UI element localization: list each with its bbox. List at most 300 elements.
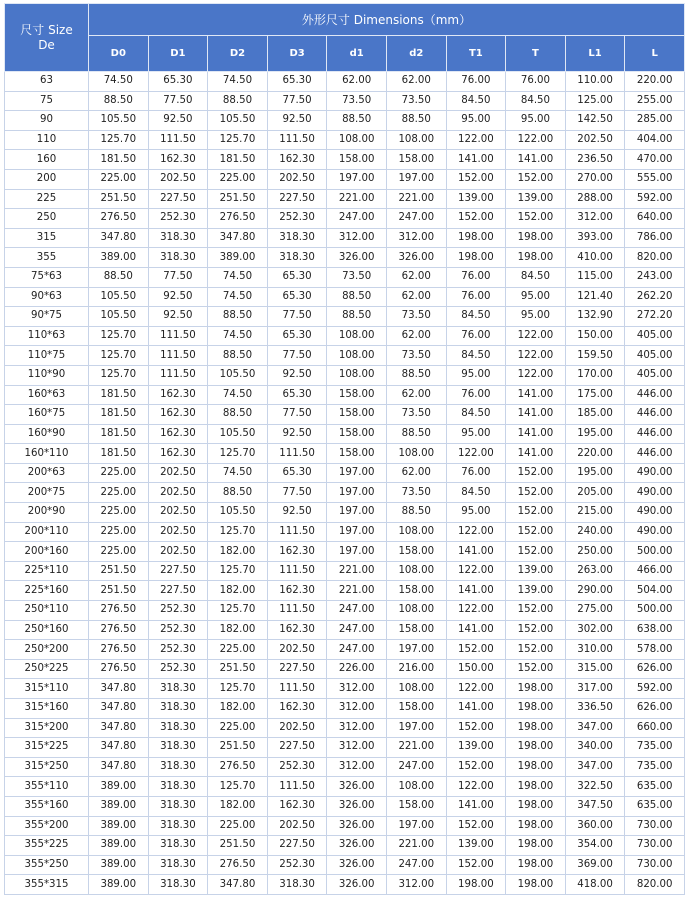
table-row — [5, 718, 685, 738]
dimension-cell: 152.00 — [446, 855, 506, 875]
dimension-cell: 77.50 — [267, 483, 327, 503]
table-row — [5, 111, 685, 131]
dimension-cell: 252.30 — [148, 209, 208, 229]
dimension-cell: 141.00 — [506, 405, 566, 425]
dimension-cell: 326.00 — [327, 777, 387, 797]
dimension-cell: 243.00 — [625, 267, 685, 287]
dimension-cell: 252.30 — [148, 620, 208, 640]
dimension-cell: 195.00 — [565, 463, 625, 483]
dimension-cell: 162.30 — [148, 385, 208, 405]
dimension-cell: 152.00 — [506, 522, 566, 542]
dimension-cell: 182.00 — [208, 581, 268, 601]
column-header: D1 — [148, 36, 208, 72]
dimension-cell: 88.50 — [208, 346, 268, 366]
table-row — [5, 542, 685, 562]
dimension-cell: 65.30 — [267, 287, 327, 307]
dimension-cell: 181.50 — [208, 150, 268, 170]
dimension-cell: 158.00 — [327, 444, 387, 464]
dimension-cell: 490.00 — [625, 483, 685, 503]
dimension-cell: 312.00 — [327, 718, 387, 738]
size-cell: 63 — [5, 72, 89, 92]
table-row — [5, 346, 685, 366]
dimension-cell: 347.00 — [565, 757, 625, 777]
dimension-cell: 635.00 — [625, 777, 685, 797]
dimension-cell: 158.00 — [327, 150, 387, 170]
dimension-cell: 221.00 — [327, 581, 387, 601]
dimension-cell: 65.30 — [148, 72, 208, 92]
dimension-cell: 108.00 — [327, 365, 387, 385]
dimension-cell: 77.50 — [267, 91, 327, 111]
dimension-cell: 162.30 — [267, 581, 327, 601]
dimension-cell: 198.00 — [446, 248, 506, 268]
dimension-cell: 108.00 — [386, 679, 446, 699]
dimension-cell: 88.50 — [327, 307, 387, 327]
size-cell: 250*160 — [5, 620, 89, 640]
dimension-cell: 142.50 — [565, 111, 625, 131]
dimension-cell: 88.50 — [208, 307, 268, 327]
table-row — [5, 561, 685, 581]
dimension-cell: 111.50 — [148, 130, 208, 150]
dimension-cell: 276.50 — [208, 757, 268, 777]
dimension-cell: 318.30 — [267, 248, 327, 268]
size-cell: 250*225 — [5, 659, 89, 679]
size-cell: 225*110 — [5, 561, 89, 581]
column-header: D0 — [89, 36, 149, 72]
dimension-cell: 369.00 — [565, 855, 625, 875]
table-row — [5, 483, 685, 503]
dimension-cell: 202.50 — [267, 816, 327, 836]
size-cell: 75 — [5, 91, 89, 111]
dimension-cell: 88.50 — [89, 91, 149, 111]
size-cell: 250*200 — [5, 640, 89, 660]
dimension-cell: 312.00 — [327, 679, 387, 699]
dimension-cell: 198.00 — [506, 718, 566, 738]
size-cell: 110*63 — [5, 326, 89, 346]
dimension-cell: 74.50 — [208, 72, 268, 92]
table-row — [5, 757, 685, 777]
dimension-cell: 347.80 — [208, 875, 268, 895]
dimension-cell: 322.50 — [565, 777, 625, 797]
dimension-cell: 111.50 — [267, 679, 327, 699]
dimension-cell: 347.80 — [89, 699, 149, 719]
dimension-cell: 175.00 — [565, 385, 625, 405]
dimension-cell: 404.00 — [625, 130, 685, 150]
dimension-cell: 84.50 — [446, 346, 506, 366]
dimension-cell: 122.00 — [446, 561, 506, 581]
dimension-cell: 312.00 — [386, 875, 446, 895]
size-cell: 90*63 — [5, 287, 89, 307]
dimension-cell: 347.80 — [208, 228, 268, 248]
table-row — [5, 659, 685, 679]
dimension-cell: 122.00 — [506, 365, 566, 385]
dimension-cell: 202.50 — [148, 503, 208, 523]
dimension-cell: 182.00 — [208, 620, 268, 640]
dimension-cell: 84.50 — [446, 307, 506, 327]
dimension-cell: 405.00 — [625, 346, 685, 366]
dimension-cell: 312.00 — [386, 228, 446, 248]
column-header: T1 — [446, 36, 506, 72]
dimension-cell: 504.00 — [625, 581, 685, 601]
dimension-cell: 227.50 — [267, 836, 327, 856]
dimension-cell: 326.00 — [327, 796, 387, 816]
table-row — [5, 816, 685, 836]
dimension-cell: 115.00 — [565, 267, 625, 287]
dimension-cell: 247.00 — [327, 601, 387, 621]
dimension-cell: 326.00 — [327, 855, 387, 875]
dimension-cell: 111.50 — [148, 365, 208, 385]
dimension-cell: 276.50 — [89, 659, 149, 679]
table-row — [5, 130, 685, 150]
size-column-header — [5, 4, 89, 72]
dimension-cell: 139.00 — [446, 189, 506, 209]
size-cell: 200*110 — [5, 522, 89, 542]
size-label-line2: De — [38, 37, 55, 52]
dimension-cell: 310.00 — [565, 640, 625, 660]
dimension-cell: 88.50 — [386, 503, 446, 523]
dimension-cell: 446.00 — [625, 385, 685, 405]
dimension-cell: 197.00 — [327, 503, 387, 523]
dimension-cell: 389.00 — [89, 796, 149, 816]
dimension-cell: 150.00 — [565, 326, 625, 346]
dimension-cell: 122.00 — [446, 679, 506, 699]
column-header: D2 — [208, 36, 268, 72]
dimension-cell: 446.00 — [625, 444, 685, 464]
table-row — [5, 503, 685, 523]
size-cell: 355*250 — [5, 855, 89, 875]
dimension-cell: 73.50 — [327, 267, 387, 287]
dimension-cell: 84.50 — [446, 483, 506, 503]
dimension-cell: 152.00 — [506, 659, 566, 679]
dimension-cell: 76.00 — [446, 385, 506, 405]
dimension-cell: 820.00 — [625, 875, 685, 895]
table-row — [5, 405, 685, 425]
dimension-cell: 198.00 — [506, 757, 566, 777]
dimension-cell: 198.00 — [506, 875, 566, 895]
size-cell: 160 — [5, 150, 89, 170]
dimension-cell: 73.50 — [386, 307, 446, 327]
dimension-cell: 95.00 — [446, 365, 506, 385]
dimension-cell: 108.00 — [386, 522, 446, 542]
dimension-cell: 108.00 — [386, 561, 446, 581]
size-cell: 315*110 — [5, 679, 89, 699]
dimension-cell: 198.00 — [506, 699, 566, 719]
column-header: d2 — [386, 36, 446, 72]
dimension-cell: 202.50 — [267, 640, 327, 660]
dimension-cell: 252.30 — [267, 757, 327, 777]
dimension-cell: 88.50 — [89, 267, 149, 287]
dimension-cell: 76.00 — [446, 287, 506, 307]
dimension-cell: 490.00 — [625, 503, 685, 523]
dimension-cell: 347.80 — [89, 757, 149, 777]
dimension-cell: 158.00 — [386, 796, 446, 816]
dimension-cell: 225.00 — [89, 463, 149, 483]
dimension-cell: 285.00 — [625, 111, 685, 131]
size-cell: 355 — [5, 248, 89, 268]
dimension-cell: 221.00 — [386, 189, 446, 209]
dimension-cell: 318.30 — [148, 679, 208, 699]
dimension-cell: 76.00 — [506, 72, 566, 92]
dimension-cell: 62.00 — [386, 287, 446, 307]
dimension-cell: 141.00 — [446, 150, 506, 170]
dimension-cell: 470.00 — [625, 150, 685, 170]
dimension-cell: 240.00 — [565, 522, 625, 542]
dimension-cell: 197.00 — [327, 169, 387, 189]
dimension-cell: 181.50 — [89, 444, 149, 464]
dimension-cell: 125.70 — [89, 346, 149, 366]
table-row — [5, 287, 685, 307]
dimension-cell: 125.70 — [89, 130, 149, 150]
dimension-cell: 111.50 — [267, 777, 327, 797]
table-row — [5, 424, 685, 444]
dimension-cell: 132.90 — [565, 307, 625, 327]
dimension-cell: 152.00 — [446, 640, 506, 660]
size-cell: 160*110 — [5, 444, 89, 464]
dimension-cell: 76.00 — [446, 463, 506, 483]
dimension-cell: 640.00 — [625, 209, 685, 229]
dimension-cell: 62.00 — [386, 72, 446, 92]
dimension-cell: 326.00 — [327, 836, 387, 856]
dimension-cell: 318.30 — [267, 875, 327, 895]
column-header: D3 — [267, 36, 327, 72]
dimension-cell: 318.30 — [267, 228, 327, 248]
dimension-cell: 226.00 — [327, 659, 387, 679]
dimension-cell: 158.00 — [327, 405, 387, 425]
dimension-cell: 252.30 — [148, 640, 208, 660]
dimension-cell: 221.00 — [386, 836, 446, 856]
dimension-cell: 152.00 — [446, 816, 506, 836]
dimension-cell: 251.50 — [89, 561, 149, 581]
dimension-cell: 347.80 — [89, 738, 149, 758]
dimension-cell: 73.50 — [386, 91, 446, 111]
dimension-cell: 247.00 — [386, 757, 446, 777]
dimension-cell: 122.00 — [446, 522, 506, 542]
dimension-cell: 65.30 — [267, 267, 327, 287]
dimension-cell: 198.00 — [506, 228, 566, 248]
dimension-cell: 74.50 — [208, 267, 268, 287]
dimension-cell: 225.00 — [208, 816, 268, 836]
dimension-cell: 410.00 — [565, 248, 625, 268]
dimension-cell: 65.30 — [267, 463, 327, 483]
dimension-cell: 225.00 — [208, 718, 268, 738]
dimension-cell: 318.30 — [148, 836, 208, 856]
dimension-cell: 108.00 — [327, 130, 387, 150]
dimension-cell: 225.00 — [89, 503, 149, 523]
size-cell: 250*110 — [5, 601, 89, 621]
dimension-cell: 318.30 — [148, 248, 208, 268]
column-header: L1 — [565, 36, 625, 72]
dimension-cell: 318.30 — [148, 718, 208, 738]
table-row — [5, 796, 685, 816]
dimension-cell: 195.00 — [565, 424, 625, 444]
table-body — [5, 72, 685, 895]
dimension-cell: 247.00 — [386, 855, 446, 875]
size-cell: 110*75 — [5, 346, 89, 366]
dimension-cell: 418.00 — [565, 875, 625, 895]
size-cell: 355*225 — [5, 836, 89, 856]
dimension-cell: 122.00 — [506, 130, 566, 150]
dimension-cell: 276.50 — [89, 620, 149, 640]
dimension-cell: 77.50 — [267, 405, 327, 425]
dimension-cell: 170.00 — [565, 365, 625, 385]
dimension-cell: 354.00 — [565, 836, 625, 856]
dimension-cell: 276.50 — [89, 640, 149, 660]
dimension-cell: 77.50 — [267, 346, 327, 366]
dimension-cell: 152.00 — [506, 483, 566, 503]
dimension-cell: 122.00 — [446, 444, 506, 464]
dimension-cell: 252.30 — [148, 659, 208, 679]
table-row — [5, 209, 685, 229]
dimension-cell: 626.00 — [625, 699, 685, 719]
table-row — [5, 267, 685, 287]
size-cell: 355*110 — [5, 777, 89, 797]
dimension-cell: 389.00 — [89, 248, 149, 268]
dimension-cell: 221.00 — [386, 738, 446, 758]
size-cell: 355*160 — [5, 796, 89, 816]
dimension-cell: 275.00 — [565, 601, 625, 621]
dimension-cell: 252.30 — [267, 209, 327, 229]
dimension-cell: 152.00 — [506, 542, 566, 562]
dimension-cell: 92.50 — [148, 287, 208, 307]
dimension-cell: 225.00 — [89, 169, 149, 189]
dimension-cell: 62.00 — [386, 326, 446, 346]
dimension-cell: 125.70 — [208, 522, 268, 542]
dimension-cell: 198.00 — [506, 855, 566, 875]
dimension-cell: 318.30 — [148, 228, 208, 248]
column-header: L — [625, 36, 685, 72]
table-row — [5, 855, 685, 875]
dimension-cell: 270.00 — [565, 169, 625, 189]
dimension-cell: 139.00 — [506, 561, 566, 581]
dimension-cell: 272.20 — [625, 307, 685, 327]
dimension-cell: 62.00 — [386, 267, 446, 287]
dimension-cell: 141.00 — [506, 150, 566, 170]
dimension-cell: 152.00 — [506, 620, 566, 640]
dimension-cell: 290.00 — [565, 581, 625, 601]
dimension-cell: 125.70 — [208, 561, 268, 581]
dimension-cell: 202.50 — [148, 542, 208, 562]
dimension-cell: 108.00 — [386, 777, 446, 797]
dimension-cell: 111.50 — [267, 444, 327, 464]
dimension-cell: 152.00 — [506, 209, 566, 229]
dimension-cell: 62.00 — [386, 463, 446, 483]
dimension-cell: 108.00 — [327, 326, 387, 346]
dimension-cell: 125.70 — [208, 777, 268, 797]
dimension-cell: 108.00 — [386, 130, 446, 150]
dimension-cell: 735.00 — [625, 757, 685, 777]
dimension-cell: 202.50 — [565, 130, 625, 150]
dimension-cell: 198.00 — [506, 738, 566, 758]
table-row — [5, 640, 685, 660]
dimension-cell: 389.00 — [89, 875, 149, 895]
dimension-cell: 247.00 — [386, 209, 446, 229]
dimension-cell: 182.00 — [208, 796, 268, 816]
dimension-cell: 105.50 — [89, 111, 149, 131]
dimension-cell: 638.00 — [625, 620, 685, 640]
size-cell: 225*160 — [5, 581, 89, 601]
dimension-cell: 95.00 — [446, 424, 506, 444]
dimension-cell: 786.00 — [625, 228, 685, 248]
dimension-cell: 276.50 — [89, 209, 149, 229]
dimension-cell: 95.00 — [446, 503, 506, 523]
dimension-cell: 326.00 — [327, 875, 387, 895]
dimension-cell: 250.00 — [565, 542, 625, 562]
dimension-cell: 162.30 — [267, 620, 327, 640]
dimension-cell: 162.30 — [148, 424, 208, 444]
table-row — [5, 581, 685, 601]
dimension-cell: 108.00 — [386, 601, 446, 621]
dimension-cell: 88.50 — [208, 91, 268, 111]
dimension-cell: 221.00 — [327, 561, 387, 581]
size-label-line1: 尺寸 Size — [20, 22, 73, 37]
dimension-cell: 318.30 — [148, 777, 208, 797]
dimension-cell: 158.00 — [386, 699, 446, 719]
dimension-cell: 626.00 — [625, 659, 685, 679]
dimension-cell: 92.50 — [267, 503, 327, 523]
dimension-cell: 152.00 — [506, 169, 566, 189]
dimension-cell: 227.50 — [148, 189, 208, 209]
size-cell: 160*75 — [5, 405, 89, 425]
dimension-cell: 73.50 — [327, 91, 387, 111]
dimension-cell: 251.50 — [208, 738, 268, 758]
size-cell: 315*160 — [5, 699, 89, 719]
dimension-cell: 76.00 — [446, 326, 506, 346]
dimension-cell: 162.30 — [267, 150, 327, 170]
dimension-cell: 251.50 — [208, 659, 268, 679]
size-cell: 90*75 — [5, 307, 89, 327]
table-row — [5, 326, 685, 346]
size-cell: 225 — [5, 189, 89, 209]
dimension-cell: 317.00 — [565, 679, 625, 699]
dimension-cell: 236.50 — [565, 150, 625, 170]
dimension-cell: 73.50 — [386, 405, 446, 425]
dimension-cell: 141.00 — [506, 385, 566, 405]
dimension-cell: 247.00 — [327, 640, 387, 660]
dimension-cell: 252.30 — [148, 601, 208, 621]
size-cell: 200*90 — [5, 503, 89, 523]
table-row — [5, 522, 685, 542]
dimensions-table — [4, 3, 685, 895]
dimension-cell: 555.00 — [625, 169, 685, 189]
dimension-cell: 150.00 — [446, 659, 506, 679]
dimension-cell: 578.00 — [625, 640, 685, 660]
size-cell: 110 — [5, 130, 89, 150]
dimension-cell: 111.50 — [267, 522, 327, 542]
dimension-cell: 205.00 — [565, 483, 625, 503]
dimension-cell: 105.50 — [89, 287, 149, 307]
dimension-cell: 105.50 — [208, 503, 268, 523]
dimension-cell: 181.50 — [89, 150, 149, 170]
dimension-cell: 88.50 — [327, 287, 387, 307]
dimension-cell: 84.50 — [506, 91, 566, 111]
dimension-cell: 74.50 — [208, 326, 268, 346]
dimension-cell: 95.00 — [506, 287, 566, 307]
dimension-cell: 62.00 — [327, 72, 387, 92]
dimension-cell: 92.50 — [267, 111, 327, 131]
table-row — [5, 738, 685, 758]
dimension-cell: 105.50 — [208, 424, 268, 444]
dimension-cell: 122.00 — [506, 326, 566, 346]
dimensions-table-container — [4, 3, 684, 895]
dimension-cell: 730.00 — [625, 816, 685, 836]
dimension-cell: 215.00 — [565, 503, 625, 523]
dimension-cell: 122.00 — [446, 130, 506, 150]
dimension-cell: 225.00 — [208, 169, 268, 189]
table-row — [5, 601, 685, 621]
dimension-cell: 105.50 — [89, 307, 149, 327]
dimension-cell: 318.30 — [148, 875, 208, 895]
dimension-cell: 110.00 — [565, 72, 625, 92]
table-row — [5, 228, 685, 248]
